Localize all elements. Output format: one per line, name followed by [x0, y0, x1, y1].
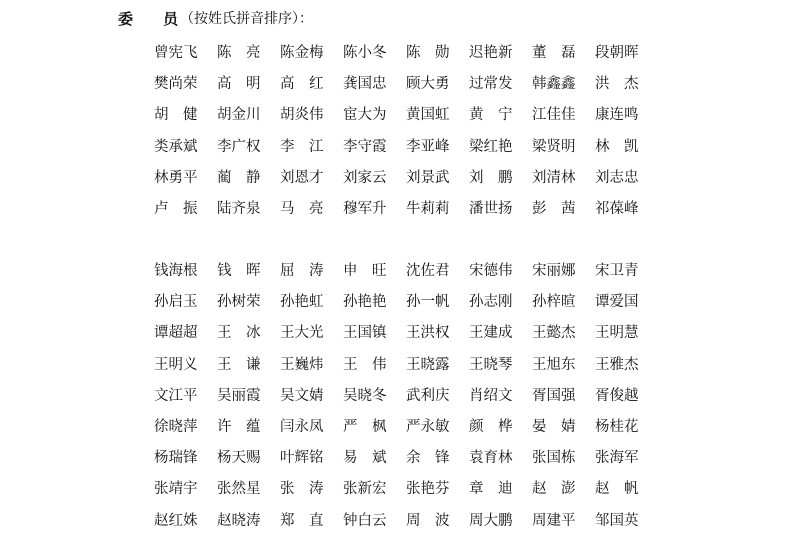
name-row	[154, 472, 658, 503]
member-name: 赵晓涛	[217, 512, 261, 529]
member-name: 陈小冬	[343, 45, 387, 62]
member-name: 曾宪飞	[154, 45, 198, 62]
member-name: 宦大为	[343, 107, 387, 124]
name-row	[154, 130, 658, 161]
heading-label-first: 委	[118, 9, 134, 28]
member-name: 潘世扬	[469, 201, 513, 218]
name-row	[154, 285, 658, 316]
name-row	[154, 192, 658, 223]
member-name: 李亚峰	[406, 138, 450, 155]
member-name: 刘家云	[343, 169, 387, 186]
member-name: 杨瑞锋	[154, 450, 198, 467]
member-name: 王晓琴	[469, 356, 513, 373]
member-name: 王 冰	[217, 325, 261, 342]
name-row	[154, 254, 658, 285]
member-name: 胥国强	[532, 387, 576, 404]
member-name: 陈金梅	[280, 45, 324, 62]
name-row	[154, 348, 658, 379]
member-name: 孙梓暄	[532, 294, 576, 311]
member-name: 康连鸣	[595, 107, 639, 124]
member-name: 董 磊	[532, 45, 576, 62]
member-name: 叶辉铭	[280, 450, 324, 467]
member-name: 李广权	[217, 138, 261, 155]
name-row	[154, 98, 658, 129]
member-name: 宋卫青	[595, 263, 639, 280]
member-name: 胡炎伟	[280, 107, 324, 124]
member-name: 胡 健	[154, 107, 198, 124]
member-name: 孙艳虹	[280, 294, 324, 311]
member-name: 梁红艳	[469, 138, 513, 155]
member-name: 张然星	[217, 481, 261, 498]
member-name: 宋丽娜	[532, 263, 576, 280]
member-name: 赵 帆	[595, 481, 639, 498]
member-name: 邹国英	[595, 512, 639, 529]
member-name: 颜 桦	[469, 419, 513, 436]
member-name: 吴文婧	[280, 387, 324, 404]
name-row	[154, 36, 658, 67]
name-row	[154, 316, 658, 347]
name-row	[154, 161, 658, 192]
member-name: 张靖宇	[154, 481, 198, 498]
member-name: 王雅杰	[595, 356, 639, 373]
member-name: 徐晓萍	[154, 419, 198, 436]
member-name: 孙启玉	[154, 294, 198, 311]
name-row	[154, 410, 658, 441]
member-name: 肖绍文	[469, 387, 513, 404]
member-name: 林 凯	[595, 138, 639, 155]
member-name: 孙一帆	[406, 294, 450, 311]
member-name: 陆齐泉	[217, 201, 261, 218]
member-name: 袁育林	[469, 450, 513, 467]
member-name: 蔺 静	[217, 169, 261, 186]
member-name: 钱海根	[154, 263, 198, 280]
member-name: 赵 澎	[532, 481, 576, 498]
member-name: 钱 晖	[217, 263, 261, 280]
member-name: 孙志刚	[469, 294, 513, 311]
member-name: 申 旺	[343, 263, 387, 280]
member-name: 顾大勇	[406, 76, 450, 93]
member-name: 王旭东	[532, 356, 576, 373]
member-name: 王 伟	[343, 356, 387, 373]
name-row	[154, 441, 658, 472]
member-name: 马 亮	[280, 201, 324, 218]
member-name: 谭爱国	[595, 294, 639, 311]
member-name: 林勇平	[154, 169, 198, 186]
member-name: 许 蕴	[217, 419, 261, 436]
member-name: 王懿杰	[532, 325, 576, 342]
member-name: 严永敏	[406, 419, 450, 436]
section-heading	[118, 7, 313, 29]
member-name: 梁贤明	[532, 138, 576, 155]
name-row	[154, 379, 658, 410]
member-name: 迟艳新	[469, 45, 513, 62]
member-name: 龚国忠	[343, 76, 387, 93]
member-name: 樊尚荣	[154, 76, 198, 93]
member-name: 胥俊越	[595, 387, 639, 404]
member-name: 陈 勋	[406, 45, 450, 62]
member-name: 黄国虹	[406, 107, 450, 124]
member-name: 刘清林	[532, 169, 576, 186]
member-name: 易 斌	[343, 450, 387, 467]
member-name: 王大光	[280, 325, 324, 342]
member-name: 高 明	[217, 76, 261, 93]
member-name: 张艳芬	[406, 481, 450, 498]
member-name: 杨天赐	[217, 450, 261, 467]
member-name: 王国镇	[343, 325, 387, 342]
name-row	[154, 67, 658, 98]
member-name: 黄 宁	[469, 107, 513, 124]
member-name: 王明慧	[595, 325, 639, 342]
member-name: 吴丽霞	[217, 387, 261, 404]
member-name: 周大鹏	[469, 512, 513, 529]
member-name: 李 江	[280, 138, 324, 155]
member-name: 吴晓冬	[343, 387, 387, 404]
heading-label	[118, 8, 178, 29]
member-name: 张 涛	[280, 481, 324, 498]
member-name: 李守霞	[343, 138, 387, 155]
member-name: 韩鑫鑫	[532, 76, 576, 93]
member-name: 闫永凤	[280, 419, 324, 436]
member-name: 刘志忠	[595, 169, 639, 186]
member-name: 严 枫	[343, 419, 387, 436]
member-name: 沈佐君	[406, 263, 450, 280]
member-name: 刘景武	[406, 169, 450, 186]
member-name: 余 锋	[406, 450, 450, 467]
member-name: 洪 杰	[595, 76, 639, 93]
member-name: 胡金川	[217, 107, 261, 124]
member-name: 卢 振	[154, 201, 198, 218]
member-name: 陈 亮	[217, 45, 261, 62]
member-name: 周 波	[406, 512, 450, 529]
member-name: 王晓露	[406, 356, 450, 373]
member-name: 文江平	[154, 387, 198, 404]
member-name: 王 谦	[217, 356, 261, 373]
member-name: 江佳佳	[532, 107, 576, 124]
member-name: 刘恩才	[280, 169, 324, 186]
member-name: 宋德伟	[469, 263, 513, 280]
member-name: 张国栋	[532, 450, 576, 467]
member-name: 彭 茜	[532, 201, 576, 218]
member-name: 赵红姝	[154, 512, 198, 529]
member-name: 屈 涛	[280, 263, 324, 280]
member-name: 牛莉莉	[406, 201, 450, 218]
heading-label-second: 员	[163, 9, 179, 28]
member-name: 王明义	[154, 356, 198, 373]
member-name: 杨桂花	[595, 419, 639, 436]
member-name: 刘 鹏	[469, 169, 513, 186]
member-name: 郑 直	[280, 512, 324, 529]
member-name: 类承斌	[154, 138, 198, 155]
name-row	[154, 504, 658, 535]
member-list-group-a	[154, 36, 658, 223]
member-name: 穆军升	[343, 201, 387, 218]
member-name: 段朝晖	[595, 45, 639, 62]
member-name: 谭超超	[154, 325, 198, 342]
member-name: 武利庆	[406, 387, 450, 404]
member-name: 过常发	[469, 76, 513, 93]
member-name: 张海军	[595, 450, 639, 467]
member-name: 王巍炜	[280, 356, 324, 373]
member-name: 王洪权	[406, 325, 450, 342]
member-name: 孙艳艳	[343, 294, 387, 311]
member-name: 章 迪	[469, 481, 513, 498]
member-name: 孙树荣	[217, 294, 261, 311]
member-name: 王建成	[469, 325, 513, 342]
member-name: 晏 婧	[532, 419, 576, 436]
member-name: 祁葆峰	[595, 201, 639, 218]
member-list-group-b	[154, 254, 658, 535]
member-name: 张新宏	[343, 481, 387, 498]
member-name: 高 红	[280, 76, 324, 93]
heading-sort-note: （按姓氏拼音排序）：	[180, 11, 314, 27]
member-name: 钟白云	[343, 512, 387, 529]
member-name: 周建平	[532, 512, 576, 529]
